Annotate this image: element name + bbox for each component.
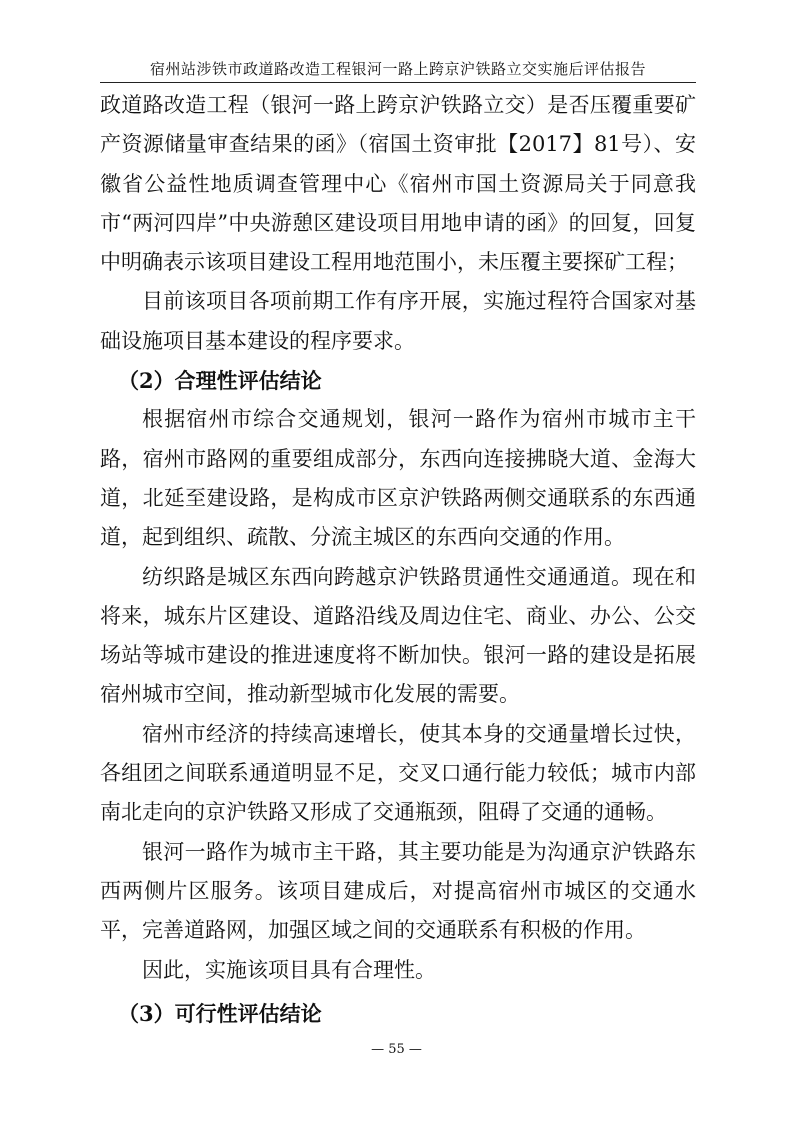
section-heading-feasibility: （3）可行性评估结论 xyxy=(118,1000,322,1026)
header-divider xyxy=(100,82,696,83)
page-number: — 55 — xyxy=(371,1042,422,1057)
paragraph-continued: 政道路改造工程（银河一路上跨京沪铁路立交）是否压覆重要矿产资源储量审查结果的函》（宿国土资审批【2017】81号）、安徽省公益性地质调查管理中心《宿州市国土资源局关于同意我市“两河四岸”中央游憩区建设项目用地申请的函》的回复，回复中明确表示该项目建设工程用地范围小，未压覆主要探矿工程； xyxy=(100,93,696,275)
paragraph-traffic-planning: 根据宿州市综合交通规划，银河一路作为宿州市城市主干路，宿州市路网的重要组成部分，东西向连接拂晓大道、金海大道，北延至建设路，是构成市区京沪铁路两侧交通联系的东西通道，起到组织、疏散、分流主城区的东西向交通的作用。 xyxy=(100,407,696,550)
paragraph-economy: 宿州市经济的持续高速增长，使其本身的交通量增长过快，各组团之间联系通道明显不足，交叉口通行能力较低；城市内部南北走向的京沪铁路又形成了交通瓶颈，阻碍了交通的通畅。 xyxy=(100,721,696,825)
paragraph-conclusion: 因此，实施该项目具有合理性。 xyxy=(142,957,436,982)
paragraph-procedure: 目前该项目各项前期工作有序开展，实施过程符合国家对基础设施项目基本建设的程序要求。 xyxy=(100,289,696,353)
running-header-title: 宿州站涉铁市政道路改造工程银河一路上跨京沪铁路立交实施后评估报告 xyxy=(149,60,646,78)
paragraph-main-road-function: 银河一路作为城市主干路，其主要功能是为沟通京沪铁路东西两侧片区服务。该项目建成后，对提高宿州市城区的交通水平，完善道路网，加强区域之间的交通联系有积极的作用。 xyxy=(100,839,696,943)
section-heading-rationality: （2）合理性评估结论 xyxy=(118,368,322,394)
paragraph-textile-road: 纺织路是城区东西向跨越京沪铁路贯通性交通通道。现在和将来，城东片区建设、道路沿线及周边住宅、商业、办公、公交场站等城市建设的推进速度将不断加快。银河一路的建设是拓展宿州城市空间，推动新型城市化发展的需要。 xyxy=(100,564,696,707)
document-body xyxy=(100,86,696,1033)
